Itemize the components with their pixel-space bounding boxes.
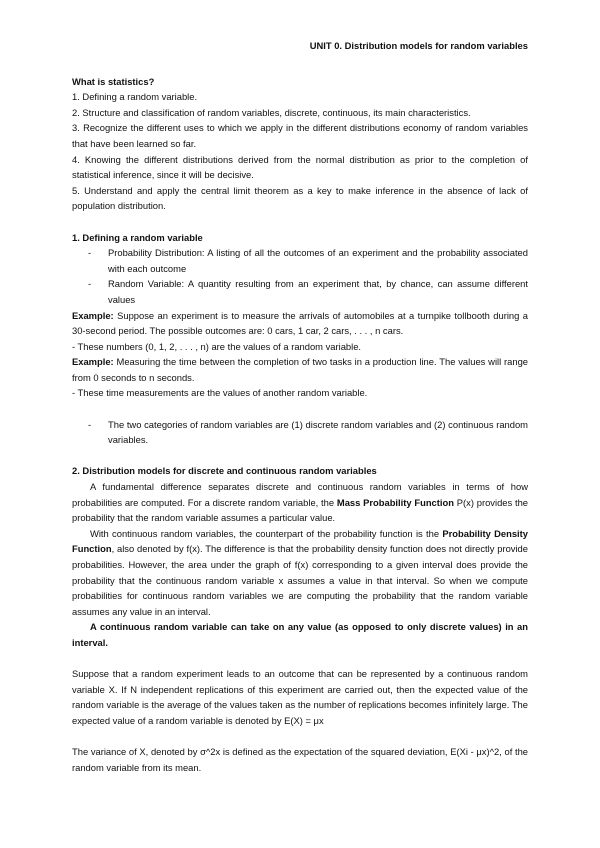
intro-title: What is statistics?: [72, 75, 155, 87]
example-label: Example:: [72, 309, 114, 321]
term-probability-density-function: Probability Density Function: [72, 527, 528, 555]
body-paragraph: The variance of X, denoted by σ^2x is defined as the expectation of the squared deviation, E(Xi - μx)^2, of the random variable from its mean.: [72, 746, 528, 773]
key-statement: A continuous random variable can take on any value (as opposed to only discrete values) in an interval.: [72, 621, 528, 648]
example-text: Suppose an experiment is to measure the arrivals of automobiles at a turnpike tollbooth during a 30-second period. The possible outcomes are: 0 cars, 1 car, 2 cars, . . . , n cars.: [72, 309, 528, 337]
section2-title: 2. Distribution models for discrete and continuous random variables: [72, 465, 377, 477]
objective-item: 1. Defining a random variable.: [72, 91, 198, 103]
example-paragraph: [72, 308, 528, 339]
example-label: Example:: [72, 356, 114, 368]
definition-item: - Random Variable: A quantity resulting from an experiment that, by chance, can assume different values: [72, 276, 528, 307]
text-run: With continuous random variables, the counterpart of the probability function is the: [90, 527, 443, 539]
body-paragraph: [72, 479, 528, 526]
example-note: - These numbers (0, 1, 2, . . . , n) are the values of a random variable.: [72, 340, 362, 352]
text-run: A fundamental difference separates discrete and continuous random variables in terms of how probabilities are computed. For a discrete random variable, the: [72, 481, 528, 508]
body-paragraph: [72, 526, 528, 620]
categories-list: [72, 417, 528, 448]
text-run: P(x) provides the probability that the random variable assumes a particular value.: [72, 496, 529, 524]
example-paragraph: [72, 354, 528, 385]
categories-item: - The two categories of random variables are (1) discrete random variables and (2) continuous random variables.: [72, 417, 528, 448]
term-mass-probability-function: Mass Probability Function: [336, 496, 454, 508]
objective-item: 5. Understand and apply the central limit theorem as a key to make inference in the absence of lack of population distribution.: [72, 184, 528, 212]
objective-item: 3. Recognize the different uses to which we apply in the different distributions economy of random variables that have been learned so far.: [72, 122, 528, 149]
text-run: , also denoted by f(x). The difference is that the probability density function does not directly provide probabilities. However, the area under the graph of f(x) corresponding to a given interval does provide the probability that the continuous random variable x assumes a value in that interval. So when we compute probabilities for continuous random variables we are computing the probability that the random variable assumes any value in an interval.: [72, 543, 528, 617]
objective-item: 4. Knowing the different distributions derived from the normal distribution as prior to the completion of statistical inference, since it will be decisive.: [72, 153, 528, 181]
example-text: Measuring the time between the completion of two tasks in a production line. The values will range from 0 seconds to n seconds.: [72, 356, 528, 383]
unit-header: UNIT 0. Distribution models for random variables: [309, 40, 528, 51]
definition-list: [72, 245, 528, 307]
definition-item: - Probability Distribution: A listing of all the outcomes of an experiment and the probability associated with each outcome: [72, 245, 528, 276]
section1-title: 1. Defining a random variable: [72, 231, 203, 243]
example-note: - These time measurements are the values of another random variable.: [72, 387, 368, 399]
body-paragraph: Suppose that a random experiment leads to an outcome that can be represented by a continuous random variable X. If N independent replications of this experiment are carried out, then the expected value of the random variable is the average of the values taken as the number of replications becomes infinitely large. The expected value of a random variable is denoted by E(X) = μx: [72, 668, 528, 726]
objective-item: 2. Structure and classification of random variables, discrete, continuous, its main characteristics.: [72, 106, 471, 118]
